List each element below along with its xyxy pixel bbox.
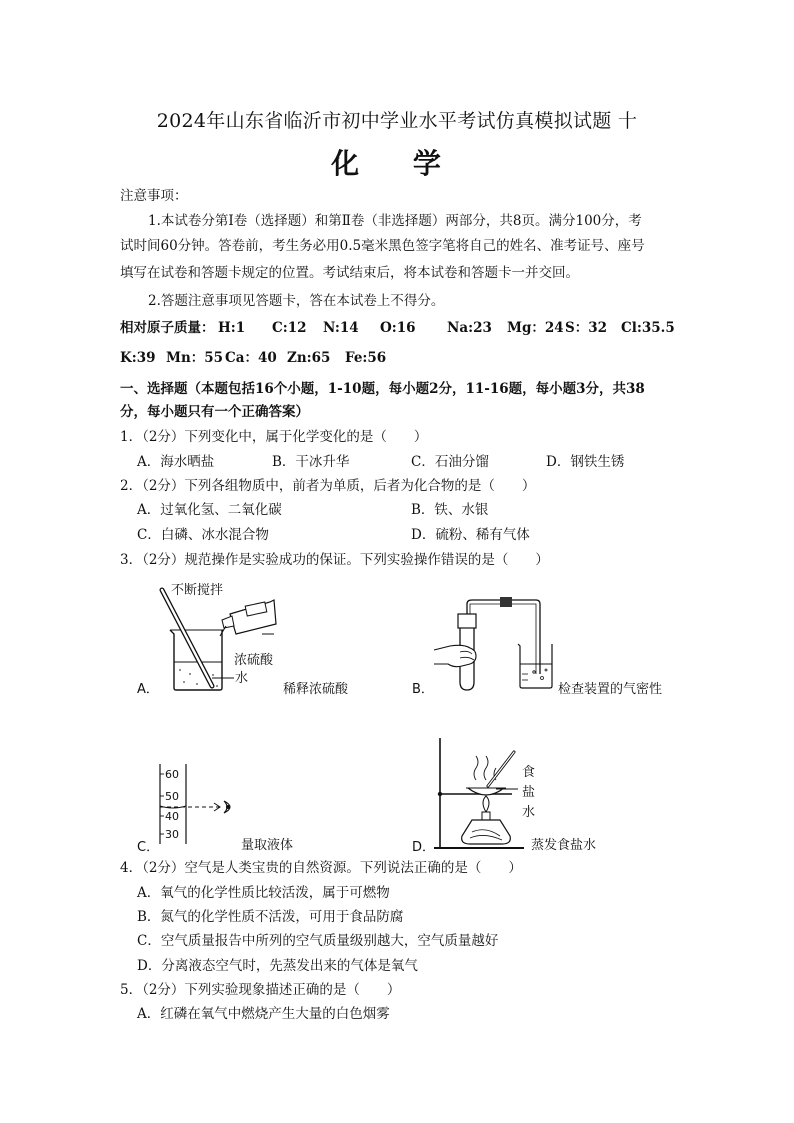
atomic-mass-k: K:39 [120, 350, 156, 366]
atomic-mass-cl: Cl:35.5 [621, 320, 675, 336]
q3-b-letter: B． [412, 682, 434, 697]
label-shui: 水 [522, 805, 536, 820]
delivery-tube [467, 600, 540, 674]
atomic-mass-c: C:12 [272, 320, 307, 336]
figure-c-measure-liquid [150, 760, 250, 850]
q1-option-b: B．干冰升华 [272, 454, 350, 470]
q2-option-d: D．硫粉、稀有气体 [411, 527, 530, 543]
notes-item1-line1: 1.本试卷分第Ⅰ卷（选择题）和第Ⅱ卷（非选择题）两部分，共8页。满分100分，考 [148, 213, 642, 229]
atomic-mass-label: 相对原子质量： [120, 320, 215, 336]
tick-60: 60 [165, 768, 179, 781]
water-beaker [518, 644, 552, 688]
bottle-neck [222, 616, 234, 628]
q4-option-a: A．氧气的化学性质比较活泼，属于可燃物 [137, 885, 390, 901]
q3-b-caption: 检查装置的气密性 [558, 682, 663, 697]
q3-c-letter: C． [137, 840, 160, 855]
q2-option-c: C．白磷、冰水混合物 [137, 527, 269, 543]
label-shi: 食 [522, 765, 536, 780]
q3-c-caption: 量取液体 [241, 838, 294, 853]
q2-option-a: A．过氧化氢、二氧化碳 [137, 502, 282, 518]
label-water: 水 [235, 671, 249, 686]
q1-option-c: C．石油分馏 [411, 454, 489, 470]
q4-option-c: C．空气质量报告中所列的空气质量级别越大，空气质量越好 [137, 933, 499, 949]
flame [483, 796, 489, 812]
glass-rod-inner [162, 590, 212, 686]
rubber-joint [500, 597, 512, 607]
q3-stem: 3．（2分）规范操作是实验成功的保证。下列实验操作错误的是（ ） [120, 552, 549, 568]
notes-item1-line2: 试时间60分钟。答卷前，考生务必用0.5毫米黑色签字笔将自己的姓名、准考证号、座号 [120, 238, 645, 254]
tick-40: 40 [165, 810, 179, 823]
stirring-rod-inner [488, 752, 514, 786]
q2-stem: 2．（2分）下列各组物质中，前者为单质，后者为化合物的是（ ） [120, 478, 536, 494]
acid-stream [220, 626, 226, 636]
clamp [438, 792, 442, 796]
stopper [458, 614, 476, 628]
q4-option-b: B．氮气的化学性质不活泼，可用于食品防腐 [137, 909, 404, 925]
q3-a-letter: A． [137, 682, 159, 697]
q1-stem: 1．（2分）下列变化中，属于化学变化的是（ ） [120, 429, 428, 445]
eye-pupil [226, 805, 230, 809]
atomic-mass-zn: Zn:65 [287, 350, 331, 366]
cylinder-ticks [160, 774, 164, 834]
q3-d-caption: 蒸发食盐水 [531, 838, 597, 853]
atomic-mass-mn: Mn：55 [166, 350, 224, 366]
notes-heading: 注意事项： [120, 188, 188, 204]
steam [474, 756, 496, 780]
q1-option-d: D．钢铁生锈 [546, 454, 625, 470]
label-acid: 浓硫酸 [234, 653, 274, 668]
q1-option-a: A．海水晒盐 [137, 454, 215, 470]
q3-a-caption: 稀释浓硫酸 [283, 682, 349, 697]
atomic-mass-ca: Ca：40 [225, 350, 277, 366]
atomic-mass-o: O:16 [380, 320, 416, 336]
notes-item2: 2.答题注意事项见答题卡，答在本试卷上不得分。 [148, 293, 445, 309]
atomic-mass-fe: Fe:56 [345, 350, 387, 366]
atomic-mass-s: S：32 [565, 320, 608, 336]
figure-b-airtight-check [430, 590, 570, 700]
q4-option-d: D．分离液态空气时，先蒸发出来的气体是氧气 [137, 958, 418, 974]
tick-30: 30 [165, 828, 179, 841]
section1-heading-line1: 一、选择题（本题包括16个小题，1-10题，每小题2分，11-16题，每小题3分，共38 [120, 381, 645, 397]
alcohol-lamp [462, 820, 511, 844]
atomic-mass-n: N:14 [323, 320, 359, 336]
tick-50: 50 [165, 790, 179, 803]
label-yan: 盐 [522, 785, 536, 800]
subject-title: 化 学 [331, 147, 463, 180]
atomic-mass-mg: Mg：24 [507, 320, 564, 336]
hand [434, 645, 476, 666]
label-stir: 不断搅拌 [171, 583, 224, 598]
q5-option-a: A．红磷在氧气中燃烧产生大量的白色烟雾 [137, 1006, 390, 1022]
notes-item1-line3: 填写在试卷和答题卡规定的位置。考试结束后，将本试卷和答题卡一并交回。 [120, 265, 579, 281]
q3-d-letter: D． [412, 840, 436, 855]
lamp-wick-holder [482, 812, 490, 820]
exam-title: 2024年山东省临沂市初中学业水平考试仿真模拟试题 十 [156, 110, 638, 132]
q5-stem: 5．（2分）下列实验现象描述正确的是（ ） [120, 982, 401, 998]
atomic-mass-h: H:1 [218, 320, 246, 336]
q4-stem: 4．（2分）空气是人类宝贵的自然资源。下列说法正确的是（ ） [120, 860, 522, 876]
section1-heading-line2: 分，每小题只有一个正确答案） [120, 404, 309, 420]
atomic-mass-na: Na:23 [447, 320, 492, 336]
q2-option-b: B．铁、水银 [411, 502, 489, 518]
